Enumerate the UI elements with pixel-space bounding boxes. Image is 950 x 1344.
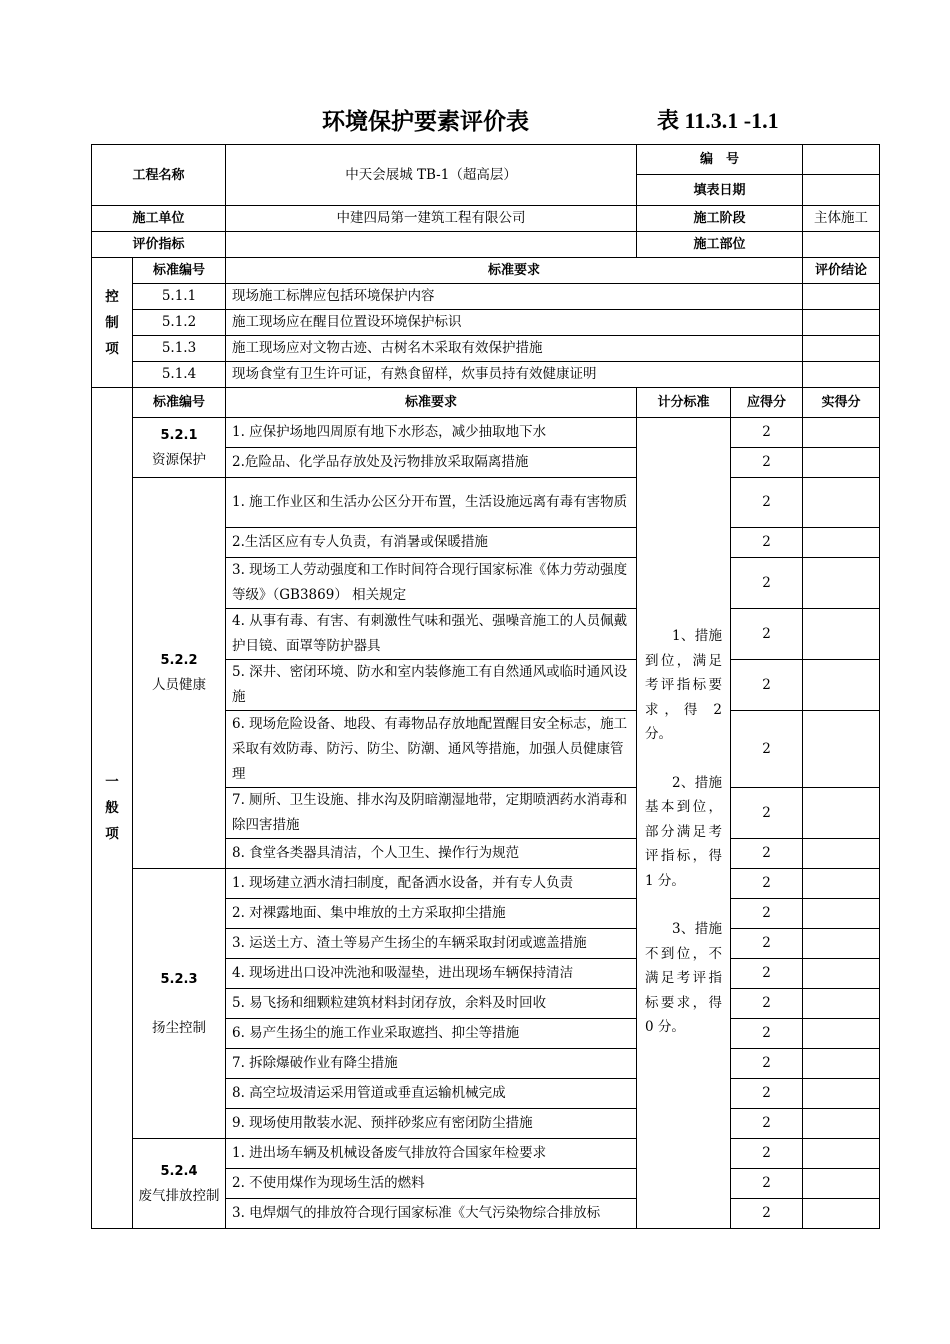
requirement-text: 2. 对裸露地面、集中堆放的土方采取抑尘措施: [226, 899, 637, 929]
due-score: 2: [731, 660, 803, 711]
due-score: 2: [731, 1049, 803, 1079]
part-value[interactable]: [803, 232, 880, 258]
category-code: 5.2.1: [160, 427, 198, 443]
due-score: 2: [731, 609, 803, 660]
table-row: [92, 418, 880, 448]
actual-score-input[interactable]: [803, 869, 880, 899]
actual-score-input[interactable]: [803, 1079, 880, 1109]
actual-score-input[interactable]: [803, 1049, 880, 1079]
col-header-actual-score: 实得分: [803, 388, 880, 418]
due-score: 2: [731, 959, 803, 989]
fill-date-value[interactable]: [803, 175, 880, 206]
serial-label: 编 号: [637, 145, 803, 175]
requirement-text: 1. 现场建立洒水清扫制度，配备洒水设备，并有专人负责: [226, 869, 637, 899]
requirement-text: 6. 现场危险设备、地段、有毒物品存放地配置醒目安全标志，施工采取有效防毒、防污、防尘、防潮、通风等措施，加强人员健康管理: [226, 711, 637, 788]
control-section-label: 控 制 项: [92, 258, 133, 388]
serial-value[interactable]: [803, 145, 880, 175]
stage-label: 施工阶段: [637, 206, 803, 232]
table-row: [92, 284, 880, 310]
stage-value[interactable]: 主体施工: [803, 206, 880, 232]
col-header-req: 标准要求: [226, 258, 803, 284]
control-item-req: 现场施工标牌应包括环境保护内容: [226, 284, 803, 310]
due-score: 2: [731, 711, 803, 788]
category-code: 5.2.3: [160, 971, 198, 987]
contractor-value[interactable]: 中建四局第一建筑工程有限公司: [226, 206, 637, 232]
control-item-code: 5.1.3: [133, 336, 226, 362]
table-row: [92, 336, 880, 362]
indicator-value[interactable]: [226, 232, 637, 258]
control-item-conclusion[interactable]: [803, 336, 880, 362]
control-item-req: 施工现场应在醒目位置设环境保护标识: [226, 310, 803, 336]
scoring-standard: [637, 418, 731, 1229]
due-score: 2: [731, 989, 803, 1019]
actual-score-input[interactable]: [803, 711, 880, 788]
due-score: 2: [731, 418, 803, 448]
requirement-text: 1. 施工作业区和生活办公区分开布置，生活设施远离有毒有害物质: [226, 478, 637, 528]
actual-score-input[interactable]: [803, 1199, 880, 1229]
page-title: 环境保护要素评价表: [322, 109, 529, 135]
category-cell: [133, 478, 226, 869]
requirement-text: 5. 易飞扬和细颗粒建筑材料封闭存放，余料及时回收: [226, 989, 637, 1019]
requirement-text: 7. 厕所、卫生设施、排水沟及阴暗潮湿地带，定期喷洒药水消毒和除四害措施: [226, 788, 637, 839]
contractor-label: 施工单位: [92, 206, 226, 232]
actual-score-input[interactable]: [803, 959, 880, 989]
general-section-label: 一 般 项: [92, 388, 133, 1229]
requirement-text: 8. 高空垃圾清运采用管道或垂直运输机械完成: [226, 1079, 637, 1109]
project-name-label: 工程名称: [92, 145, 226, 206]
due-score: 2: [731, 558, 803, 609]
col-header-standard: 计分标准: [637, 388, 731, 418]
actual-score-input[interactable]: [803, 788, 880, 839]
project-name-value[interactable]: 中天会展城 TB-1（超高层）: [226, 145, 637, 206]
actual-score-input[interactable]: [803, 528, 880, 558]
col-header-req: 标准要求: [226, 388, 637, 418]
due-score: 2: [731, 839, 803, 869]
actual-score-input[interactable]: [803, 418, 880, 448]
requirement-text: 3. 现场工人劳动强度和工作时间符合现行国家标准《体力劳动强度等级》（GB3869） 相关规定: [226, 558, 637, 609]
category-name: 扬尘控制: [152, 1019, 206, 1036]
due-score: 2: [731, 1019, 803, 1049]
requirement-text: 2. 不使用煤作为现场生活的燃料: [226, 1169, 637, 1199]
due-score: 2: [731, 528, 803, 558]
requirement-text: 4. 现场进出口设冲洗池和吸湿垫，进出现场车辆保持清洁: [226, 959, 637, 989]
requirement-text: 9. 现场使用散装水泥、预拌砂浆应有密闭防尘措施: [226, 1109, 637, 1139]
requirement-text: 8. 食堂各类器具清洁，个人卫生、操作行为规范: [226, 839, 637, 869]
requirement-text: 4. 从事有毒、有害、有刺激性气味和强光、强噪音施工的人员佩戴护目镜、面罩等防护器具: [226, 609, 637, 660]
col-header-conclusion: 评价结论: [803, 258, 880, 284]
due-score: 2: [731, 929, 803, 959]
table-row: [92, 869, 880, 899]
scoring-rule: 3、措施不到位，不满足考评指标要求，得 0 分。: [645, 921, 723, 1035]
evaluation-table: [91, 144, 880, 1229]
table-row: [92, 310, 880, 336]
actual-score-input[interactable]: [803, 989, 880, 1019]
actual-score-input[interactable]: [803, 839, 880, 869]
col-header-code: 标准编号: [133, 258, 226, 284]
control-item-code: 5.1.1: [133, 284, 226, 310]
requirement-text: 3. 运送土方、渣土等易产生扬尘的车辆采取封闭或遮盖措施: [226, 929, 637, 959]
due-score: 2: [731, 1079, 803, 1109]
indicator-label: 评价指标: [92, 232, 226, 258]
category-cell: [133, 418, 226, 478]
part-label: 施工部位: [637, 232, 803, 258]
actual-score-input[interactable]: [803, 1139, 880, 1169]
control-item-req: 施工现场应对文物古迹、古树名木采取有效保护措施: [226, 336, 803, 362]
control-item-code: 5.1.2: [133, 310, 226, 336]
requirement-text: 6. 易产生扬尘的施工作业采取遮挡、抑尘等措施: [226, 1019, 637, 1049]
requirement-text: 2.生活区应有专人负责，有消暑或保暖措施: [226, 528, 637, 558]
actual-score-input[interactable]: [803, 478, 880, 528]
col-header-code: 标准编号: [133, 388, 226, 418]
col-header-due-score: 应得分: [731, 388, 803, 418]
category-cell: [133, 1139, 226, 1229]
due-score: 2: [731, 1139, 803, 1169]
due-score: 2: [731, 478, 803, 528]
actual-score-input[interactable]: [803, 1169, 880, 1199]
due-score: 2: [731, 899, 803, 929]
control-item-conclusion[interactable]: [803, 362, 880, 388]
actual-score-input[interactable]: [803, 899, 880, 929]
requirement-text: 7. 拆除爆破作业有降尘措施: [226, 1049, 637, 1079]
category-cell: [133, 869, 226, 1139]
scoring-rule: 1、措施到位，满足考评指标要求，得 2 分。: [645, 628, 723, 742]
table-row: [92, 362, 880, 388]
table-row: [92, 1139, 880, 1169]
actual-score-input[interactable]: [803, 609, 880, 660]
due-score: 2: [731, 448, 803, 478]
due-score: 2: [731, 1199, 803, 1229]
actual-score-input[interactable]: [803, 1109, 880, 1139]
category-name: 废气排放控制: [138, 1187, 220, 1204]
category-code: 5.2.4: [160, 1163, 198, 1179]
table-number: 表 11.3.1 -1.1: [657, 108, 779, 133]
scoring-rule: 2、措施基本到位，部分满足考评指标，得 1 分。: [645, 774, 723, 889]
actual-score-input[interactable]: [803, 448, 880, 478]
table-row: [92, 478, 880, 528]
requirement-text: 1. 进出场车辆及机械设备废气排放符合国家年检要求: [226, 1139, 637, 1169]
table-row: [92, 258, 880, 284]
actual-score-input[interactable]: [803, 660, 880, 711]
control-item-req: 现场食堂有卫生许可证，有熟食留样，炊事员持有效健康证明: [226, 362, 803, 388]
actual-score-input[interactable]: [803, 1019, 880, 1049]
actual-score-input[interactable]: [803, 929, 880, 959]
category-code: 5.2.2: [160, 653, 198, 668]
requirement-text: 3. 电焊烟气的排放符合现行国家标准《大气污染物综合排放标: [226, 1199, 637, 1229]
fill-date-label: 填表日期: [637, 175, 803, 206]
requirement-text: 5. 深井、密闭环境、防水和室内装修施工有自然通风或临时通风设施: [226, 660, 637, 711]
actual-score-input[interactable]: [803, 558, 880, 609]
due-score: 2: [731, 1109, 803, 1139]
control-item-conclusion[interactable]: [803, 284, 880, 310]
due-score: 2: [731, 869, 803, 899]
requirement-text: 1. 应保护场地四周原有地下水形态，减少抽取地下水: [226, 418, 637, 448]
table-row: [92, 388, 880, 418]
control-item-conclusion[interactable]: [803, 310, 880, 336]
due-score: 2: [731, 788, 803, 839]
requirement-text: 2.危险品、化学品存放处及污物排放采取隔离措施: [226, 448, 637, 478]
category-name: 资源保护: [152, 451, 206, 468]
control-item-code: 5.1.4: [133, 362, 226, 388]
category-name: 人员健康: [152, 677, 206, 693]
due-score: 2: [731, 1169, 803, 1199]
